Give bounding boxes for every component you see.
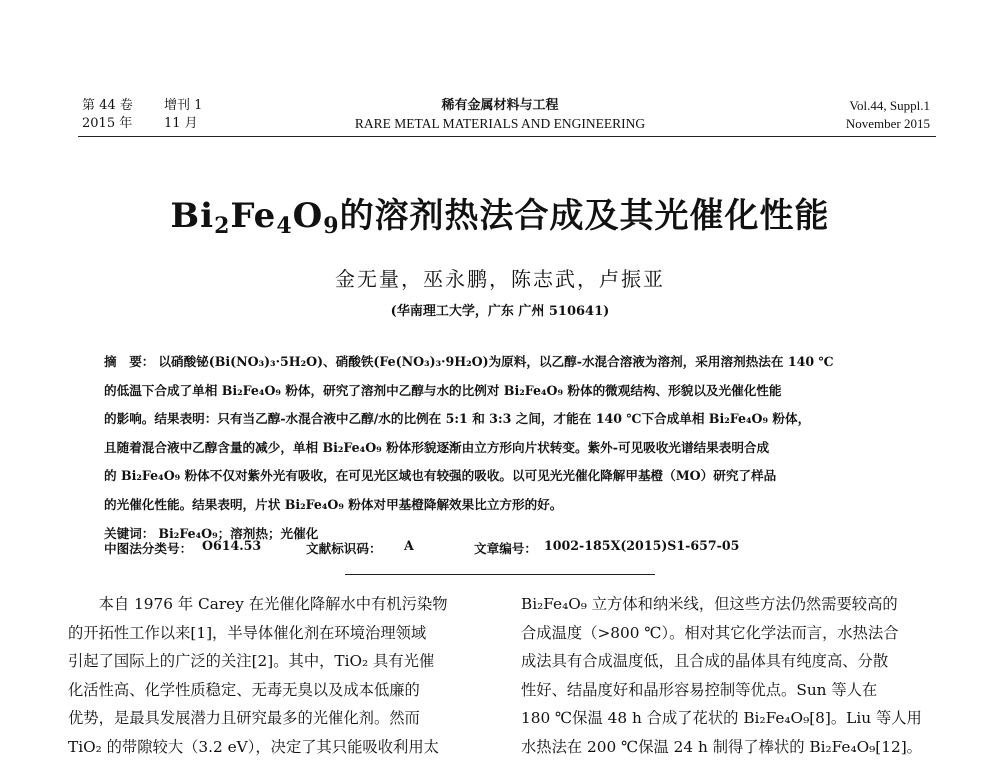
body-line: 成法具有合成温度低，且合成的晶体具有纯度高、分散 — [521, 652, 889, 671]
article-number-label: 文章编号： — [474, 541, 537, 556]
body-line: Bi₂Fe₄O₉ 立方体和纳米线，但这些方法仍然需要较高的 — [521, 595, 898, 613]
header-date-en: November 2015 — [845, 116, 930, 131]
keywords-label: 关键词： — [104, 525, 155, 541]
body-column-right — [521, 590, 941, 762]
title-formula-bi-sub: 2 — [214, 213, 231, 239]
header-supplement: 增刊 1 — [164, 98, 203, 113]
affiliation: (华南理工大学，广东 广州 510641) — [390, 304, 610, 319]
abstract-line: 的低温下合成了单相 Bi₂Fe₄O₉ 粉体，研究了溶剂中乙醇与水的比例对 Bi₂Fe₄O₉ 粉体的微观结构、形貌以及光催化性能 — [104, 382, 782, 398]
doc-code-label: 文献标识码： — [306, 541, 382, 556]
abstract-line — [104, 348, 926, 377]
abstract-line: 的影响。结果表明：只有当乙醇-水混合液中乙醇/水的比例在 5:1 和 3:3 之间，才能在 140 ℃下合成单相 Bi₂Fe₄O₉ 粉体， — [104, 411, 811, 427]
header-volume-en: Vol.44, Suppl.1 — [849, 98, 930, 113]
body-line: 优势，是最具发展潜力且研究最多的光催化剂。然而 — [68, 709, 420, 728]
abstract-divider — [345, 574, 655, 575]
journal-name-en: RARE METAL MATERIALS AND ENGINEERING — [354, 116, 646, 131]
abstract-line: 且随着混合液中乙醇含量的减少，单相 Bi₂Fe₄O₉ 粉体形貌逐渐由立方形向片状转变。紫外-可见吸收光谱结果表明合成 — [104, 439, 770, 455]
paper-title — [0, 194, 1000, 238]
abstract-text: 以硝酸铋(Bi(NO₃)₃·5H₂O)、硝酸铁(Fe(NO₃)₃·9H₂O)为原料，以乙醇-水混合溶液为溶剂，采用溶剂热法在 140 ℃ — [158, 354, 834, 369]
clc-value: O614.53 — [202, 538, 262, 553]
body-line: 的开拓性工作以来[1]，半导体催化剂在环境治理领域 — [68, 623, 427, 642]
header-volume: 第 44 卷 — [82, 98, 133, 113]
header-rule — [78, 136, 936, 137]
title-formula-bi: Bi — [170, 196, 215, 236]
body-line: 引起了国际上的广泛的关注[2]。其中，TiO₂ 具有光催 — [68, 652, 435, 671]
title-text: 的溶剂热法合成及其光催化性能 — [339, 196, 830, 236]
body-line: TiO₂ 的带隙较大（3.2 eV），决定了其只能吸收利用太 — [68, 737, 439, 756]
title-formula-fe-sub: 4 — [276, 213, 293, 239]
title-formula-fe: Fe — [230, 196, 277, 236]
title-formula-o-sub: 9 — [323, 213, 340, 239]
body-line: 180 ℃保温 48 h 合成了花状的 Bi₂Fe₄O₉[8]。Liu 等人用 — [521, 709, 922, 728]
body-line: 水热法在 200 ℃保温 24 h 制得了棒状的 Bi₂Fe₄O₉[12]。 — [521, 737, 922, 756]
doc-code-value: A — [404, 538, 414, 553]
title-formula-o: O — [292, 196, 324, 236]
clc-label: 中图法分类号： — [104, 541, 193, 556]
body-line: 性好、结晶度好和晶形容易控制等优点。Sun 等人在 — [521, 680, 878, 699]
body-line: 本自 1976 年 Carey 在光催化降解水中有机污染物 — [68, 595, 448, 613]
author-list: 金无量，巫永鹏，陈志武，卢振亚 — [335, 267, 665, 291]
header-year: 2015 年 — [82, 116, 133, 131]
body-line: 合成温度（>800 ℃）。相对其它化学法而言，水热法合 — [521, 623, 899, 642]
journal-name-cn: 稀有金属材料与工程 — [441, 98, 559, 113]
article-number-value: 1002-185X(2015)S1-657-05 — [544, 538, 740, 553]
abstract — [104, 348, 926, 548]
keywords-text: Bi₂Fe₄O₉；溶剂热；光催化 — [158, 525, 319, 541]
abstract-line: 的光催化性能。结果表明，片状 Bi₂Fe₄O₉ 粉体对甲基橙降解效果比立方形的好。 — [104, 496, 563, 512]
body-column-left — [68, 590, 488, 762]
header-month: 11 月 — [164, 116, 198, 131]
body-line: 化活性高、化学性质稳定、无毒无臭以及成本低廉的 — [68, 680, 420, 699]
abstract-label: 摘 要： — [104, 354, 155, 369]
abstract-line: 的 Bi₂Fe₄O₉ 粉体不仅对紫外光有吸收，在可见光区域也有较强的吸收。以可见光光催化降解甲基橙（MO）研究了样品 — [104, 468, 777, 484]
